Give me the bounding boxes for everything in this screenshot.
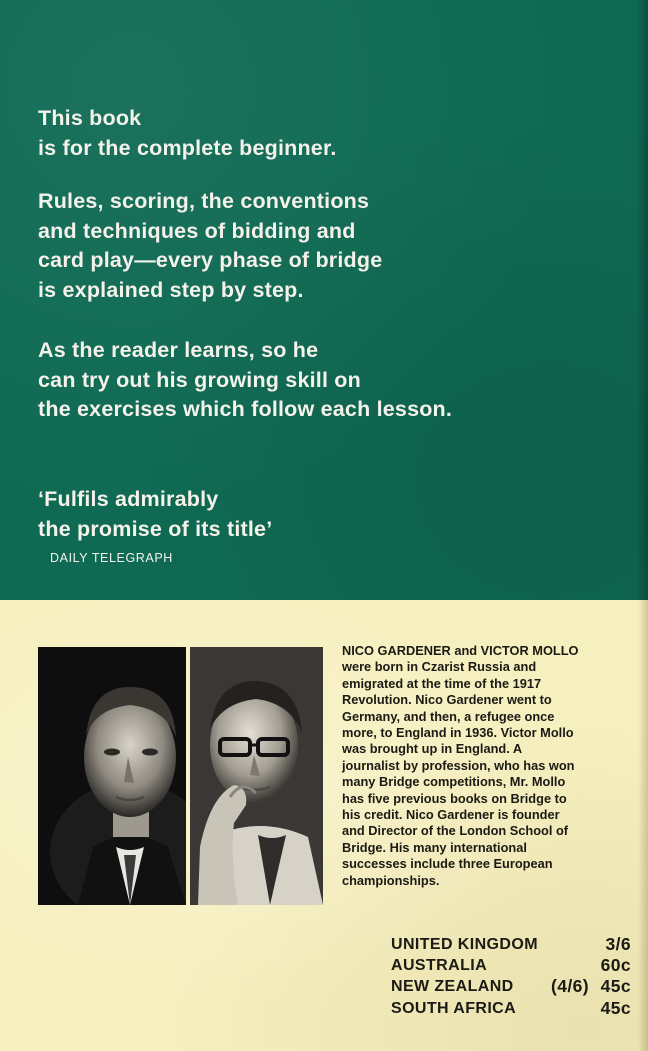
price-value: 45c	[600, 976, 631, 997]
author-bio	[342, 643, 634, 889]
blurb-paragraph-1	[38, 104, 337, 163]
review-source: DAILY TELEGRAPH	[50, 551, 173, 565]
portrait-nico-gardener-image	[38, 647, 186, 905]
price-value: 3/6	[605, 934, 631, 954]
bio-line: NICO GARDENER and VICTOR MOLLO	[342, 643, 579, 658]
price-alt: (4/6)	[551, 976, 589, 997]
review-line-with-source	[38, 515, 272, 574]
spine-shadow	[638, 600, 648, 1051]
blurb-line: can try out his growing skill on	[38, 367, 361, 392]
price-country: AUSTRALIA	[391, 957, 488, 975]
author-photo-right	[190, 647, 323, 905]
blurb-line: is explained step by step.	[38, 277, 304, 302]
price-value: 45c	[600, 997, 631, 1018]
spine-shadow	[636, 0, 648, 600]
price-row	[391, 934, 631, 955]
bio-line: many Bridge competitions, Mr. Mollo	[342, 774, 566, 790]
bio-line: and Director of the London School of	[342, 823, 569, 839]
bio-line: has five previous books on Bridge to	[342, 790, 567, 806]
price-country: SOUTH AFRICA	[391, 999, 517, 1017]
bio-line: journalist by profession, who has won	[342, 757, 575, 773]
bio-line: more, to England in 1936. Victor Mollo	[342, 725, 574, 741]
price-country: UNITED KINGDOM	[391, 936, 538, 953]
bio-line: championships.	[342, 872, 440, 888]
bio-line: Germany, and then, a refugee once	[342, 708, 555, 724]
bio-line: successes include three European	[342, 856, 553, 872]
price-value: 60c	[600, 955, 631, 976]
review-quote	[38, 485, 272, 574]
blurb-line: card play—every phase of bridge	[38, 248, 383, 272]
bio-line: Revolution. Nico Gardener went to	[342, 692, 552, 708]
blurb-line: This book	[38, 106, 142, 130]
blurb-line: and techniques of bidding and	[38, 218, 356, 243]
bio-line: emigrated at the time of the 1917	[342, 675, 542, 691]
price-row	[391, 955, 631, 976]
review-line: ‘Fulfils admirably	[38, 487, 219, 511]
cream-panel	[0, 600, 648, 1051]
bio-line: his credit. Nico Gardener is founder	[342, 807, 560, 823]
blurb-paragraph-3	[38, 336, 452, 425]
portrait-victor-mollo-image	[190, 647, 323, 905]
price-row	[391, 998, 631, 1019]
price-list	[391, 934, 631, 1019]
price-row	[391, 976, 631, 997]
blurb-line: the exercises which follow each lesson.	[38, 397, 453, 421]
blurb-line: Rules, scoring, the conventions	[38, 189, 370, 213]
bio-line: was brought up in England. A	[342, 741, 523, 757]
bio-line: were born in Czarist Russia and	[342, 659, 537, 675]
bio-line: Bridge. His many international	[342, 839, 527, 855]
review-line: the promise of its title’	[38, 516, 273, 541]
blurb-line: As the reader learns, so he	[38, 338, 319, 362]
blurb-line: is for the complete beginner.	[38, 135, 337, 160]
blurb-paragraph-2	[38, 187, 382, 305]
author-photo-left	[38, 647, 186, 905]
price-country: NEW ZEALAND	[391, 978, 514, 996]
